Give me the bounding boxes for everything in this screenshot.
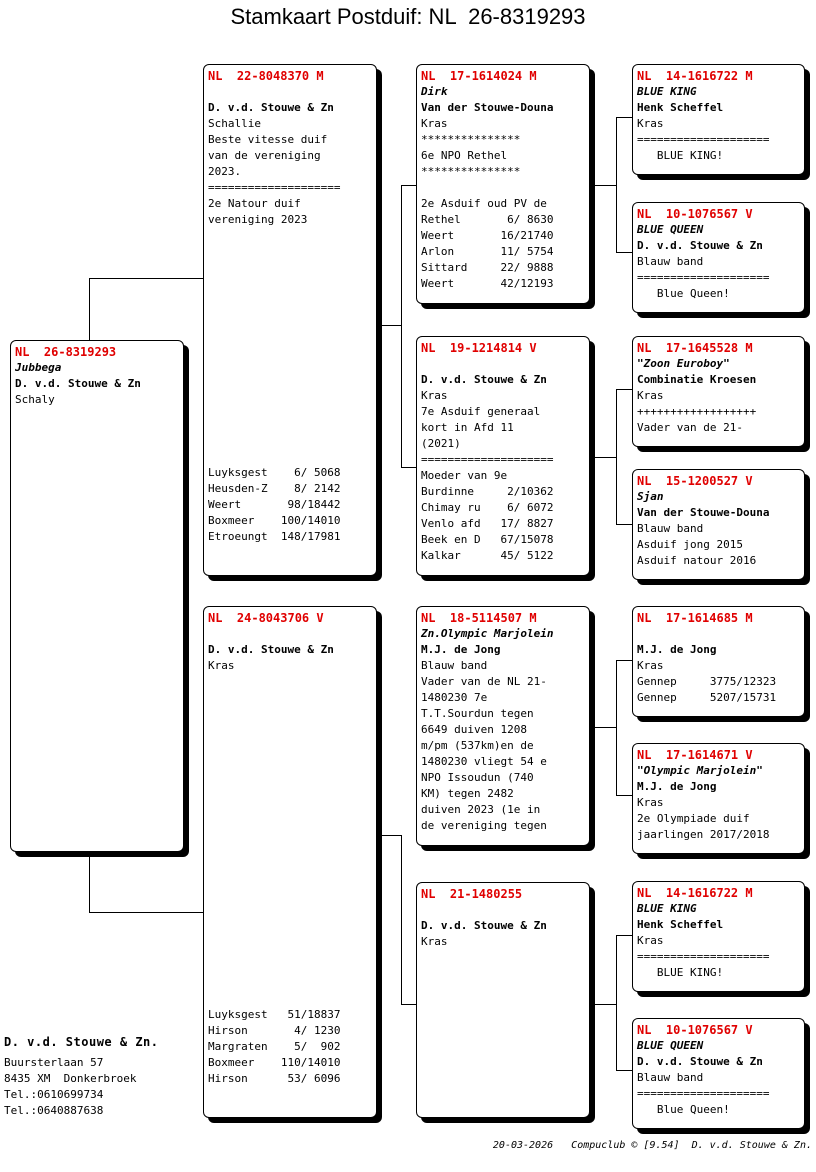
- pigeon-name: Sjan: [637, 490, 664, 503]
- pigeon-name: BLUE QUEEN: [637, 223, 704, 236]
- info-line: Kalkar 45/ 5122: [421, 549, 554, 562]
- breeder-name: D. v.d. Stouwe & Zn: [637, 1055, 763, 1068]
- breeder-name: D. v.d. Stouwe & Zn: [15, 377, 141, 390]
- info-line: ***************: [421, 133, 521, 146]
- pigeon-card-sire-dam[interactable]: [416, 336, 590, 576]
- result-line: Luyksgest 6/ 5068: [208, 466, 341, 479]
- pigeon-card-sire-dam-dam[interactable]: [632, 469, 805, 580]
- info-line: BLUE KING!: [637, 966, 724, 979]
- info-line: [637, 626, 800, 642]
- info-line: vereniging 2023: [208, 213, 308, 226]
- ring-number: NL 17-1614024 M: [421, 69, 537, 83]
- pigeon-card-sire-sire-dam[interactable]: [632, 202, 805, 313]
- result-line: Weert 98/18442: [208, 498, 341, 511]
- info-line: (2021): [421, 437, 461, 450]
- info-line: ====================: [421, 453, 554, 466]
- info-line: ====================: [637, 133, 770, 146]
- info-line: Chimay ru 6/ 6072: [421, 501, 554, 514]
- connector: [616, 389, 617, 525]
- info-line: Beste vitesse duif: [208, 133, 328, 146]
- ring-number: NL 10-1076567 V: [637, 207, 753, 221]
- info-line: Kras: [637, 934, 664, 947]
- pigeon-name: Dirk: [421, 85, 448, 98]
- info-line: ***************: [421, 165, 521, 178]
- result-line: Luyksgest 51/18837: [208, 1008, 341, 1021]
- connector: [616, 524, 633, 525]
- pigeon-card-dam-dam[interactable]: [416, 882, 590, 1118]
- ring-number: NL 21-1480255: [421, 887, 523, 901]
- connector: [616, 117, 617, 253]
- info-line: Sittard 22/ 9888: [421, 261, 554, 274]
- pigeon-card-main[interactable]: [10, 340, 184, 852]
- owner-phone: Tel.:0610699734: [4, 1088, 104, 1101]
- connector: [616, 660, 617, 796]
- info-line: [208, 84, 372, 100]
- connector: [616, 795, 633, 796]
- pigeon-name: "Olympic Marjolein": [637, 764, 763, 777]
- pigeon-name: Zn.Olympic Marjolein: [421, 627, 554, 640]
- breeder-name: Van der Stouwe-Douna: [421, 101, 554, 114]
- info-line: ====================: [208, 181, 341, 194]
- pigeon-card-dam[interactable]: [203, 606, 377, 1118]
- info-line: Kras: [637, 796, 664, 809]
- breeder-name: M.J. de Jong: [637, 780, 717, 793]
- ring-number: NL 14-1616722 M: [637, 886, 753, 900]
- pigeon-name: BLUE QUEEN: [637, 1039, 704, 1052]
- connector: [590, 1004, 617, 1005]
- pigeon-name: Jubbega: [15, 361, 62, 374]
- info-line: 1480230 7e: [421, 691, 488, 704]
- info-line: Asduif jong 2015: [637, 538, 743, 551]
- breeder-name: Combinatie Kroesen: [637, 373, 757, 386]
- info-line: T.T.Sourdun tegen: [421, 707, 534, 720]
- pigeon-card-sire-dam-sire[interactable]: [632, 336, 805, 447]
- connector: [616, 1070, 633, 1071]
- connector: [89, 278, 205, 279]
- pigeon-card-dam-dam-sire[interactable]: [632, 881, 805, 992]
- info-line: Blauw band: [637, 255, 704, 268]
- info-line: [421, 902, 585, 918]
- info-line: [421, 180, 585, 196]
- info-line: Rethel 6/ 8630: [421, 213, 554, 226]
- breeder-name: Henk Scheffel: [637, 918, 724, 931]
- info-line: 2e Natour duif: [208, 197, 301, 210]
- pigeon-card-sire-sire-sire[interactable]: [632, 64, 805, 175]
- ring-number: NL 18-5114507 M: [421, 611, 537, 625]
- info-line: [421, 356, 585, 372]
- pigeon-card-sire-sire[interactable]: [416, 64, 590, 304]
- connector: [89, 851, 90, 913]
- info-line: van de vereniging: [208, 149, 321, 162]
- pigeon-card-dam-dam-dam[interactable]: [632, 1018, 805, 1129]
- info-line: Kras: [421, 389, 448, 402]
- info-line: Blauw band: [421, 659, 488, 672]
- info-line: Asduif natour 2016: [637, 554, 757, 567]
- result-line: Boxmeer 110/14010: [208, 1056, 341, 1069]
- info-line: 6e NPO Rethel: [421, 149, 508, 162]
- info-line: Vader van de NL 21-: [421, 675, 547, 688]
- result-line: Etroeungt 148/17981: [208, 530, 341, 543]
- info-line: 2e Olympiade duif: [637, 812, 750, 825]
- pigeon-name: BLUE KING: [637, 902, 697, 915]
- info-line: 2e Asduif oud PV de: [421, 197, 547, 210]
- info-line: Vader van de 21-: [637, 421, 743, 434]
- ring-number: NL 15-1200527 V: [637, 474, 753, 488]
- info-line: Kras: [637, 117, 664, 130]
- info-line: Kras: [637, 659, 664, 672]
- info-line: ====================: [637, 271, 770, 284]
- connector: [377, 835, 402, 836]
- info-line: KM) tegen 2482: [421, 787, 514, 800]
- connector: [616, 660, 633, 661]
- ring-number: NL 24-8043706 V: [208, 611, 324, 625]
- ring-number: NL 26-8319293: [15, 345, 117, 359]
- owner-name: D. v.d. Stouwe & Zn.: [4, 1035, 159, 1049]
- breeder-name: D. v.d. Stouwe & Zn: [421, 919, 547, 932]
- pigeon-card-sire[interactable]: [203, 64, 377, 576]
- result-line: Boxmeer 100/14010: [208, 514, 341, 527]
- pigeon-card-dam-sire-dam[interactable]: [632, 743, 805, 854]
- connector: [616, 935, 633, 936]
- info-line: Kras: [421, 935, 448, 948]
- breeder-name: D. v.d. Stouwe & Zn: [637, 239, 763, 252]
- info-line: ====================: [637, 1087, 770, 1100]
- info-line: 7e Asduif generaal: [421, 405, 541, 418]
- info-line: Blauw band: [637, 1071, 704, 1084]
- info-line: Schaly: [15, 393, 55, 406]
- info-line: Gennep 5207/15731: [637, 691, 777, 704]
- pigeon-card-dam-sire-sire[interactable]: [632, 606, 805, 717]
- info-line: kort in Afd 11: [421, 421, 514, 434]
- breeder-name: Van der Stouwe-Douna: [637, 506, 770, 519]
- connector: [89, 278, 90, 341]
- connector: [616, 935, 617, 1071]
- connector: [377, 325, 402, 326]
- ring-number: NL 22-8048370 M: [208, 69, 324, 83]
- ring-number: NL 17-1614685 M: [637, 611, 753, 625]
- info-line: m/pm (537km)en de: [421, 739, 534, 752]
- pigeon-card-dam-sire[interactable]: [416, 606, 590, 846]
- owner-postcode: 8435 XM Donkerbroek: [4, 1072, 137, 1085]
- info-line: Moeder van 9e: [421, 469, 508, 482]
- info-line: 6649 duiven 1208: [421, 723, 527, 736]
- breeder-name: D. v.d. Stouwe & Zn: [208, 643, 334, 656]
- connector: [590, 185, 617, 186]
- info-line: [208, 626, 372, 642]
- info-line: Kras: [421, 117, 448, 130]
- info-line: duiven 2023 (1e in: [421, 803, 541, 816]
- info-line: Arlon 11/ 5754: [421, 245, 554, 258]
- result-line: Heusden-Z 8/ 2142: [208, 482, 341, 495]
- result-line: Hirson 53/ 6096: [208, 1072, 341, 1085]
- info-line: Blue Queen!: [637, 287, 730, 300]
- info-line: Weert 16/21740: [421, 229, 554, 242]
- info-line: 2023.: [208, 165, 242, 178]
- ring-number: NL 10-1076567 V: [637, 1023, 753, 1037]
- info-line: Kras: [637, 389, 664, 402]
- breeder-name: M.J. de Jong: [421, 643, 501, 656]
- page-title: Stamkaart Postduif: NL 26-8319293: [230, 4, 586, 29]
- pigeon-name: BLUE KING: [637, 85, 697, 98]
- result-line: Margraten 5/ 902: [208, 1040, 341, 1053]
- info-line: Blue Queen!: [637, 1103, 730, 1116]
- connector: [590, 727, 617, 728]
- ring-number: NL 17-1614671 V: [637, 748, 753, 762]
- results-list: [208, 465, 340, 545]
- ring-number: NL 19-1214814 V: [421, 341, 537, 355]
- info-line: Weert 42/12193: [421, 277, 554, 290]
- info-line: ++++++++++++++++++: [637, 405, 757, 418]
- connector: [616, 117, 633, 118]
- owner-info: [4, 1033, 159, 1119]
- info-line: ====================: [637, 950, 770, 963]
- info-line: Venlo afd 17/ 8827: [421, 517, 554, 530]
- results-list: [208, 1007, 340, 1087]
- info-line: Kras: [208, 659, 235, 672]
- ring-number: NL 17-1645528 M: [637, 341, 753, 355]
- info-line: de vereniging tegen: [421, 819, 547, 832]
- connector: [590, 457, 617, 458]
- info-line: 1480230 vliegt 54 e: [421, 755, 547, 768]
- info-line: BLUE KING!: [637, 149, 724, 162]
- footer-text: 20-03-2026 Compuclub © [9.54] D. v.d. Stouwe & Zn.: [492, 1140, 812, 1151]
- connector: [616, 389, 633, 390]
- result-line: Hirson 4/ 1230: [208, 1024, 341, 1037]
- breeder-name: M.J. de Jong: [637, 643, 717, 656]
- info-line: NPO Issoudun (740: [421, 771, 534, 784]
- connector: [616, 252, 633, 253]
- info-line: Blauw band: [637, 522, 704, 535]
- breeder-name: Henk Scheffel: [637, 101, 724, 114]
- breeder-name: D. v.d. Stouwe & Zn: [208, 101, 334, 114]
- owner-address: Buursterlaan 57: [4, 1056, 104, 1069]
- owner-phone: Tel.:0640887638: [4, 1104, 104, 1117]
- info-line: Schallie: [208, 117, 261, 130]
- connector: [401, 835, 402, 1005]
- info-line: Beek en D 67/15078: [421, 533, 554, 546]
- connector: [89, 912, 205, 913]
- ring-number: NL 14-1616722 M: [637, 69, 753, 83]
- info-line: Burdinne 2/10362: [421, 485, 554, 498]
- info-line: Gennep 3775/12323: [637, 675, 777, 688]
- info-line: jaarlingen 2017/2018: [637, 828, 770, 841]
- pigeon-name: "Zoon Euroboy": [637, 357, 730, 370]
- connector: [401, 185, 402, 468]
- breeder-name: D. v.d. Stouwe & Zn: [421, 373, 547, 386]
